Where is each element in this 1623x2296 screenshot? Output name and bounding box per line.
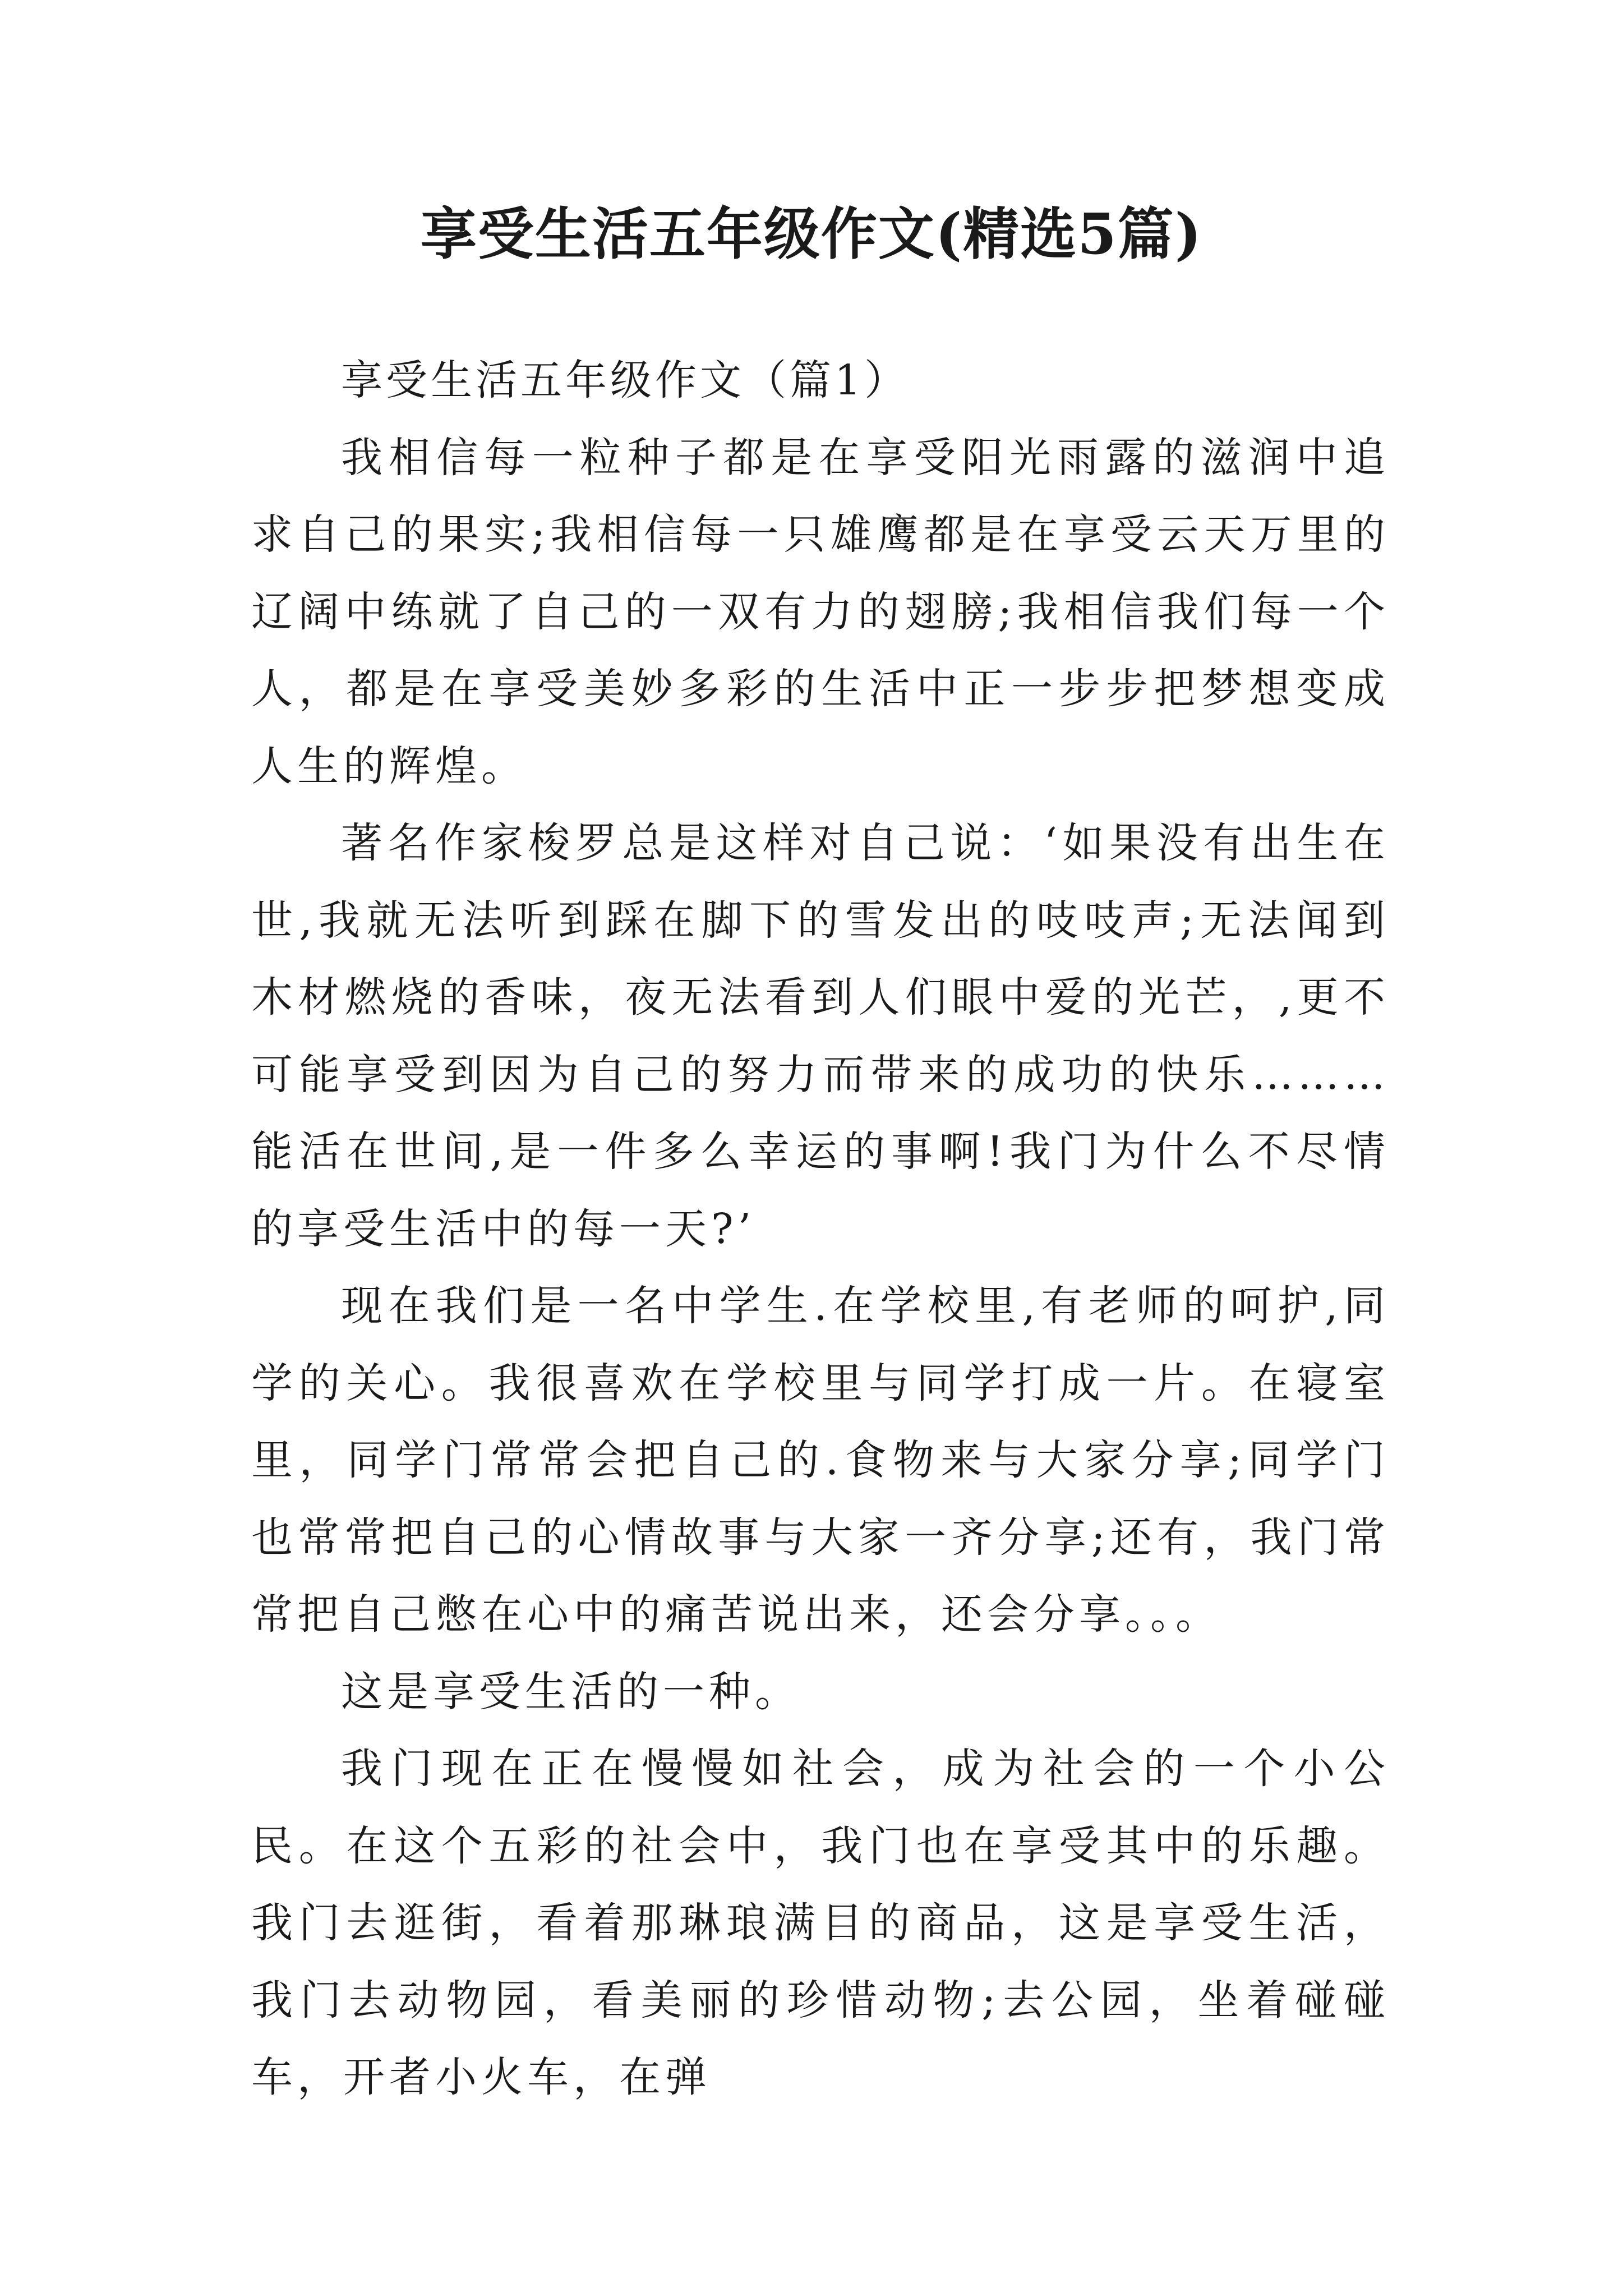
paragraph-1: 我相信每一粒种子都是在享受阳光雨露的滋润中追求自己的果实;我相信每一只雄鹰都是在享受云天万里的辽阔中练就了自己的一双有力的翅膀;我相信我们每一个人，都是在享受美妙多彩的生活中正一步步把梦想变成人生的辉煌。 bbox=[251, 433, 1390, 790]
paragraph-5: 我门现在正在慢慢如社会，成为社会的一个小公民。在这个五彩的社会中，我门也在享受其中的乐趣。我门去逛街，看着那琳琅满目的商品，这是享受生活，我门去动物园，看美丽的珍惜动物;去公园，坐着碰碰车，开者小火车，在弹 bbox=[251, 1745, 1390, 2101]
paragraph-2: 著名作家梭罗总是这样对自己说：‘如果没有出生在世,我就无法听到踩在脚下的雪发出的吱吱声;无法闻到木材燃烧的香味，夜无法看到人们眼中爱的光芒，,更不可能享受到因为自己的努力而带来的成功的快乐………能活在世间,是一件多么幸运的事啊!我门为什么不尽情的享受生活中的每一天?’ bbox=[251, 819, 1390, 1253]
section-heading: 享受生活五年级作文（篇1） bbox=[341, 356, 910, 404]
document-title: 享受生活五年级作文(精选5篇) bbox=[420, 201, 1203, 267]
paragraph-3: 现在我们是一名中学生.在学校里,有老师的呵护,同学的关心。我很喜欢在学校里与同学打成一片。在寝室里，同学门常常会把自己的.食物来与大家分享;同学门也常常把自己的心情故事与大家一齐分享;还有，我门常常把自己憋在心中的痛苦说出来，还会分享。。。 bbox=[251, 1282, 1390, 1639]
paragraph-4: 这是享受生活的一种。 bbox=[341, 1667, 801, 1716]
document-body bbox=[251, 342, 1390, 2116]
